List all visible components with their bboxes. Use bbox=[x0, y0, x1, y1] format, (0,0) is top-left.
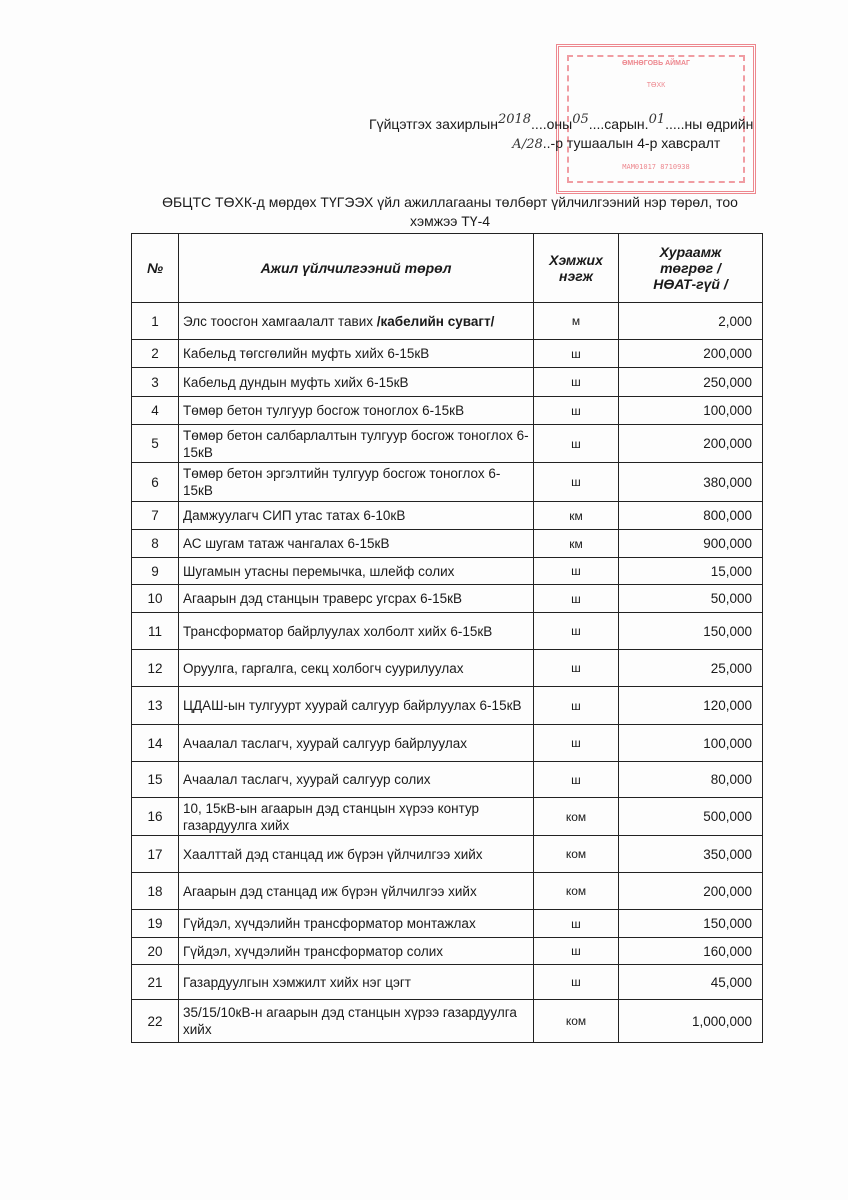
description-text: Хаалттай дэд станцад иж бүрэн үйлчилгээ хийх bbox=[183, 846, 483, 862]
row-number: 15 bbox=[132, 762, 179, 798]
service-description bbox=[179, 650, 534, 687]
unit: км bbox=[534, 530, 619, 558]
description-text: 35/15/10кВ-н агаарын дэд станцын хүрээ газардуулга хийх bbox=[183, 1005, 517, 1037]
fee: 120,000 bbox=[619, 687, 763, 725]
description-text: Гүйдэл, хүчдэлийн трансформатор солих bbox=[183, 943, 444, 959]
stamp-top-text: ӨМНӨГОВЬ АЙМАГ bbox=[621, 60, 691, 67]
table-row bbox=[132, 558, 763, 585]
row-number: 19 bbox=[132, 910, 179, 938]
unit: ш bbox=[534, 938, 619, 965]
row-number: 22 bbox=[132, 1000, 179, 1043]
title-line-1: ӨБЦТС ТӨХК-д мөрдөх ТҮГЭЭХ үйл ажиллагааны төлбөрт үйлчилгээний нэр төрөл, тоо bbox=[162, 194, 738, 210]
fee: 80,000 bbox=[619, 762, 763, 798]
row-number: 14 bbox=[132, 725, 179, 762]
service-description bbox=[179, 762, 534, 798]
header-line-1 bbox=[369, 112, 754, 133]
description-text: Ачаалал таслагч, хуурай салгуур байрлуулах bbox=[183, 735, 468, 751]
service-description bbox=[179, 1000, 534, 1043]
fee: 2,000 bbox=[619, 303, 763, 340]
stamp-middle-text: ТӨХК bbox=[646, 82, 666, 89]
stamp-bottom-text: МАМ01017 8710938 bbox=[622, 163, 690, 171]
table-row bbox=[132, 910, 763, 938]
services-fee-table bbox=[131, 233, 763, 1043]
description-text: Гүйдэл, хүчдэлийн трансформатор монтажлах bbox=[183, 916, 476, 931]
fee: 45,000 bbox=[619, 965, 763, 1000]
unit: ком bbox=[534, 798, 619, 836]
row-number: 3 bbox=[132, 368, 179, 397]
row-number: 20 bbox=[132, 938, 179, 965]
unit: ком bbox=[534, 1000, 619, 1043]
unit: ш bbox=[534, 340, 619, 368]
row-number: 18 bbox=[132, 873, 179, 910]
description-text: Элс тоосгон хамгаалалт тавих bbox=[183, 313, 377, 329]
service-description bbox=[179, 558, 534, 585]
header-unit: Хэмжих нэгж bbox=[534, 234, 619, 303]
table-row bbox=[132, 530, 763, 558]
unit: ш bbox=[534, 463, 619, 502]
description-text: Газардуулгын хэмжилт хийх нэг цэгт bbox=[183, 974, 411, 990]
document-title bbox=[130, 193, 770, 231]
unit: ш bbox=[534, 368, 619, 397]
row-number: 1 bbox=[132, 303, 179, 340]
row-number: 12 bbox=[132, 650, 179, 687]
table-row bbox=[132, 650, 763, 687]
table-row bbox=[132, 1000, 763, 1043]
unit: ш bbox=[534, 425, 619, 463]
row-number: 13 bbox=[132, 687, 179, 725]
description-text: Төмөр бетон эргэлтийн тулгуур босгож тоноглох 6-15кВ bbox=[183, 466, 501, 498]
fee: 15,000 bbox=[619, 558, 763, 585]
unit: ком bbox=[534, 873, 619, 910]
row-number: 21 bbox=[132, 965, 179, 1000]
fee: 150,000 bbox=[619, 613, 763, 650]
row-number: 8 bbox=[132, 530, 179, 558]
table-row bbox=[132, 303, 763, 340]
table-header-row bbox=[132, 234, 763, 303]
row-number: 5 bbox=[132, 425, 179, 463]
row-number: 2 bbox=[132, 340, 179, 368]
unit: ш bbox=[534, 397, 619, 425]
fee: 160,000 bbox=[619, 938, 763, 965]
row-number: 6 bbox=[132, 463, 179, 502]
fee: 200,000 bbox=[619, 340, 763, 368]
handwritten-order-number: А/28 bbox=[512, 137, 543, 152]
service-description bbox=[179, 836, 534, 873]
handwritten-month: 05 bbox=[572, 112, 589, 127]
fee: 100,000 bbox=[619, 397, 763, 425]
fee: 900,000 bbox=[619, 530, 763, 558]
description-text: Төмөр бетон тулгуур босгож тоноглох 6-15кВ bbox=[183, 403, 465, 418]
description-text: Агаарын дэд станцад иж бүрэн үйлчилгээ хийх bbox=[183, 883, 477, 899]
description-text: Трансформатор байрлуулах холболт хийх 6-15кВ bbox=[183, 623, 493, 639]
row-number: 11 bbox=[132, 613, 179, 650]
header-text: .....ны өдрийн bbox=[665, 116, 754, 132]
service-description bbox=[179, 463, 534, 502]
description-bold-text: /кабелийн сувагт/ bbox=[376, 313, 495, 329]
table-row bbox=[132, 938, 763, 965]
header-text: ..-р тушаалын 4-р хавсралт bbox=[542, 135, 721, 151]
header-text: ....сарын. bbox=[588, 116, 649, 132]
service-description bbox=[179, 938, 534, 965]
fee: 380,000 bbox=[619, 463, 763, 502]
header-fee: Хураамж төгрөг / НӨАТ-гүй / bbox=[619, 234, 763, 303]
table-row bbox=[132, 836, 763, 873]
unit: ш bbox=[534, 558, 619, 585]
description-text: 10, 15кВ-ын агаарын дэд станцын хүрээ контур газардуулга хийх bbox=[183, 800, 480, 833]
service-description bbox=[179, 502, 534, 530]
unit: ш bbox=[534, 650, 619, 687]
service-description bbox=[179, 687, 534, 725]
row-number: 7 bbox=[132, 502, 179, 530]
description-text: Кабельд төгсгөлийн муфть хийх 6-15кВ bbox=[183, 346, 430, 361]
service-description bbox=[179, 725, 534, 762]
description-text: Агаарын дэд станцын траверс угсрах 6-15кВ bbox=[183, 591, 463, 606]
unit: км bbox=[534, 502, 619, 530]
table-row bbox=[132, 425, 763, 463]
row-number: 4 bbox=[132, 397, 179, 425]
fee: 100,000 bbox=[619, 725, 763, 762]
service-description bbox=[179, 873, 534, 910]
unit: ш bbox=[534, 910, 619, 938]
service-description bbox=[179, 340, 534, 368]
service-description bbox=[179, 613, 534, 650]
unit: ш bbox=[534, 965, 619, 1000]
description-text: ЦДАШ-ын тулгуурт хуурай салгуур байрлуулах 6-15кВ bbox=[183, 698, 522, 713]
title-line-2: хэмжээ ТҮ-4 bbox=[409, 213, 491, 229]
description-text: Оруулга, гаргалга, секц холбогч суурилуулах bbox=[183, 660, 464, 676]
header-service-type: Ажил үйлчилгээний төрөл bbox=[179, 234, 534, 303]
header-line-2 bbox=[512, 135, 720, 152]
fee: 200,000 bbox=[619, 425, 763, 463]
table-row bbox=[132, 965, 763, 1000]
unit: ш bbox=[534, 687, 619, 725]
fee: 1,000,000 bbox=[619, 1000, 763, 1043]
unit: ш bbox=[534, 762, 619, 798]
fee: 50,000 bbox=[619, 585, 763, 613]
table-row bbox=[132, 762, 763, 798]
table-row bbox=[132, 725, 763, 762]
description-text: Шугамын утасны перемычка, шлейф солих bbox=[183, 563, 455, 579]
fee: 800,000 bbox=[619, 502, 763, 530]
row-number: 9 bbox=[132, 558, 179, 585]
header-text: ....оны bbox=[531, 116, 573, 132]
table-row bbox=[132, 463, 763, 502]
row-number: 10 bbox=[132, 585, 179, 613]
table-row bbox=[132, 873, 763, 910]
table-row bbox=[132, 687, 763, 725]
table-row bbox=[132, 368, 763, 397]
unit: ш bbox=[534, 613, 619, 650]
service-description bbox=[179, 585, 534, 613]
service-description bbox=[179, 397, 534, 425]
row-number: 17 bbox=[132, 836, 179, 873]
description-text: Төмөр бетон салбарлалтын тулгуур босгож тоноглох 6-15кВ bbox=[183, 427, 529, 460]
service-description bbox=[179, 798, 534, 836]
table-row bbox=[132, 502, 763, 530]
table-row bbox=[132, 798, 763, 836]
fee: 150,000 bbox=[619, 910, 763, 938]
fee: 200,000 bbox=[619, 873, 763, 910]
service-description bbox=[179, 425, 534, 463]
unit: ш bbox=[534, 585, 619, 613]
handwritten-day: 01 bbox=[648, 112, 666, 127]
table-row bbox=[132, 613, 763, 650]
service-description bbox=[179, 303, 534, 340]
table-row bbox=[132, 585, 763, 613]
description-text: Кабельд дундын муфть хийх 6-15кВ bbox=[183, 374, 409, 390]
service-description bbox=[179, 530, 534, 558]
row-number: 16 bbox=[132, 798, 179, 836]
fee: 25,000 bbox=[619, 650, 763, 687]
unit: ком bbox=[534, 836, 619, 873]
service-description bbox=[179, 910, 534, 938]
unit: м bbox=[534, 303, 619, 340]
fee: 250,000 bbox=[619, 368, 763, 397]
description-text: АС шугам татаж чангалах 6-15кВ bbox=[183, 536, 390, 551]
fee: 350,000 bbox=[619, 836, 763, 873]
header-text: Гүйцэтгэх захирлын bbox=[369, 116, 498, 132]
description-text: Дамжуулагч СИП утас татах 6-10кВ bbox=[183, 508, 406, 523]
service-description bbox=[179, 965, 534, 1000]
table-row bbox=[132, 397, 763, 425]
fee: 500,000 bbox=[619, 798, 763, 836]
description-text: Ачаалал таслагч, хуурай салгуур солих bbox=[183, 772, 431, 787]
table-row bbox=[132, 340, 763, 368]
handwritten-year: 2018 bbox=[497, 112, 532, 127]
unit: ш bbox=[534, 725, 619, 762]
header-number: № bbox=[132, 234, 179, 303]
service-description bbox=[179, 368, 534, 397]
